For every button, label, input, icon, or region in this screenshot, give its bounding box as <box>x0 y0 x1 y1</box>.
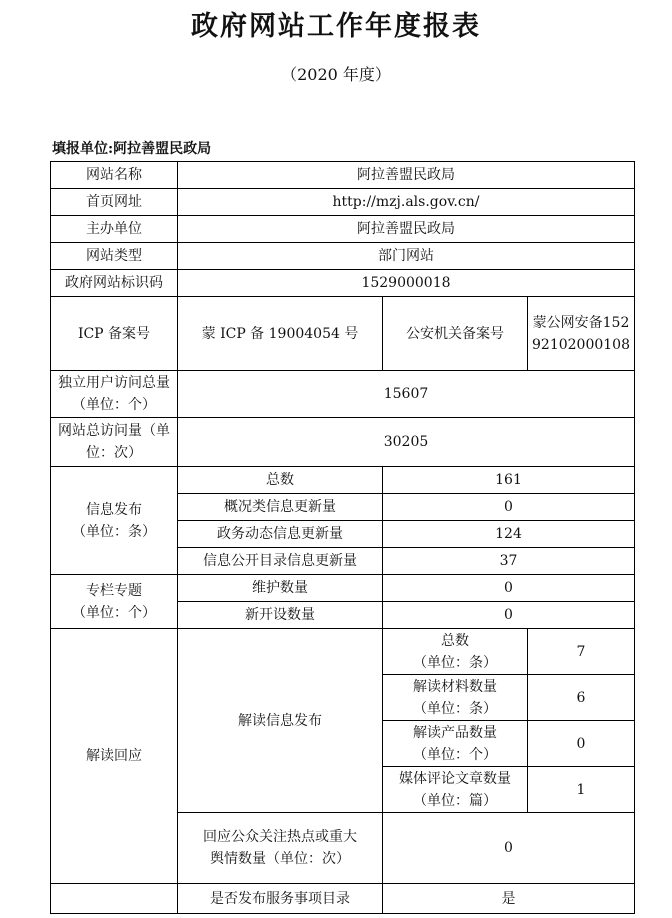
reporting-unit-value: 阿拉善盟民政局 <box>113 141 212 157</box>
home-url-label: 首页网址 <box>51 189 178 216</box>
empty-cell <box>51 884 178 914</box>
table-row <box>51 162 635 189</box>
host-label: 主办单位 <box>51 216 178 243</box>
table-row <box>51 270 635 297</box>
interpretation-item-name: 总数 <box>441 632 469 649</box>
info-publish-item-value: 37 <box>383 548 635 575</box>
interpretation-item-label <box>383 721 528 767</box>
site-type-value: 部门网站 <box>178 243 635 270</box>
interpretation-label: 解读回应 <box>51 629 178 884</box>
table-row <box>51 629 635 675</box>
home-url-value: http://mzj.als.gov.cn/ <box>178 189 635 216</box>
interpretation-item-value: 7 <box>528 629 635 675</box>
report-title: 政府网站工作年度报表 <box>191 11 481 42</box>
info-publish-item-label: 总数 <box>178 467 383 494</box>
table-row <box>51 467 635 494</box>
interpretation-item-label <box>383 629 528 675</box>
site-id-value: 1529000018 <box>178 270 635 297</box>
interpretation-item-name: 解读产品数量 <box>413 724 497 741</box>
table-row <box>51 884 635 914</box>
site-name-value: 阿拉善盟民政局 <box>178 162 635 189</box>
report-table <box>50 161 635 914</box>
columns-title: 专栏专题 <box>86 582 142 599</box>
report-year: （2020 年度） <box>281 65 391 84</box>
total-visits-value: 30205 <box>178 418 635 467</box>
service-catalog-label: 是否发布服务事项目录 <box>178 884 383 914</box>
unique-visitors-value: 15607 <box>178 371 635 418</box>
info-publish-item-value: 161 <box>383 467 635 494</box>
site-name-label: 网站名称 <box>51 162 178 189</box>
service-catalog-value: 是 <box>383 884 635 914</box>
icp-label: ICP 备案号 <box>51 297 178 371</box>
reporting-unit <box>52 138 211 158</box>
interpretation-item-unit: （单位：条） <box>413 700 497 717</box>
info-publish-item-label: 政务动态信息更新量 <box>178 521 383 548</box>
interpretation-item-label <box>383 767 528 813</box>
info-publish-unit: （单位：条） <box>72 523 156 540</box>
interpretation-item-value: 1 <box>528 767 635 813</box>
response-label: 回应公众关注热点或重大舆情数量（单位：次） <box>178 813 383 884</box>
interpretation-item-value: 6 <box>528 675 635 721</box>
total-visits-label: 网站总访问量（单位：次） <box>51 418 178 467</box>
reporting-unit-label: 填报单位: <box>52 141 114 157</box>
info-publish-item-label: 概况类信息更新量 <box>178 494 383 521</box>
interpretation-sub-label: 解读信息发布 <box>178 629 383 813</box>
table-row <box>51 216 635 243</box>
table-row <box>51 418 635 467</box>
police-record-label: 公安机关备案号 <box>383 297 528 371</box>
table-row <box>51 575 635 602</box>
table-row <box>51 189 635 216</box>
columns-item-value: 0 <box>383 575 635 602</box>
info-publish-item-label: 信息公开目录信息更新量 <box>178 548 383 575</box>
response-value: 0 <box>383 813 635 884</box>
info-publish-item-value: 0 <box>383 494 635 521</box>
interpretation-item-unit: （单位：篇） <box>413 792 497 809</box>
columns-label <box>51 575 178 629</box>
table-row <box>51 371 635 418</box>
interpretation-item-label <box>383 675 528 721</box>
police-record-value: 蒙公网安备15292102000108 <box>528 297 635 371</box>
site-id-label: 政府网站标识码 <box>51 270 178 297</box>
columns-item-value: 0 <box>383 602 635 629</box>
table-row <box>51 297 635 371</box>
columns-item-label: 维护数量 <box>178 575 383 602</box>
icp-value: 蒙 ICP 备 19004054 号 <box>178 297 383 371</box>
interpretation-item-name: 媒体评论文章数量 <box>399 770 511 787</box>
columns-item-label: 新开设数量 <box>178 602 383 629</box>
interpretation-item-name: 解读材料数量 <box>413 678 497 695</box>
interpretation-item-unit: （单位：个） <box>413 746 497 763</box>
unique-visitors-label: 独立用户访问总量（单位：个） <box>51 371 178 418</box>
info-publish-item-value: 124 <box>383 521 635 548</box>
table-row <box>51 243 635 270</box>
interpretation-item-value: 0 <box>528 721 635 767</box>
info-publish-title: 信息发布 <box>86 501 142 518</box>
info-publish-label <box>51 467 178 575</box>
host-value: 阿拉善盟民政局 <box>178 216 635 243</box>
interpretation-item-unit: （单位：条） <box>413 654 497 671</box>
columns-unit: （单位：个） <box>72 604 156 621</box>
site-type-label: 网站类型 <box>51 243 178 270</box>
